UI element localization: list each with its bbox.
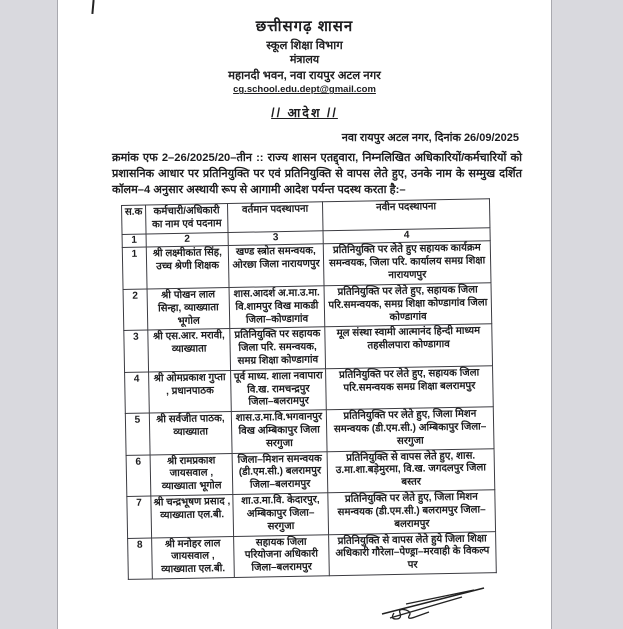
posting-table (121, 199, 497, 581)
order-body-paragraph: क्रमांक एफ 2–26/2025/20–तीन :: राज्य शासन एतद्द्वारा, निम्नलिखित अधिकारियों/कर्मचारियों को प्रशासनिक आधार पर प्रतिनियुक्ति पर एवं प्रतिनियुक्ति से वापस लेते हुए, उनके नाम के सम्मुख दर्शित कॉलम–4 अनुसार अस्थायी रूप से आगामी आदेश पर्यन्त पदस्थ करता है:– (112, 151, 522, 197)
paper-page (57, 0, 552, 629)
cell-sno: 6 (126, 455, 151, 497)
cell-name: श्री पोखन लाल सिन्हा, व्याख्याता भूगोल (147, 288, 230, 331)
table-row (122, 242, 491, 290)
table-row (127, 490, 496, 538)
cell-new: प्रतिनियुक्ति से वापस लेते हुए, शास. उ.मा.शा.बड़ेमुरमा, वि.ख. जगदलपुर जिला बस्तर (327, 449, 495, 493)
government-title: छत्तीसगढ़ शासन (255, 18, 354, 35)
table-row (128, 532, 497, 580)
header-new-posting: नवीन पदस्थापना (322, 199, 489, 231)
place-date-line: नवा रायपुर अटल नगर, दिनांक 26/09/2025 (341, 131, 519, 144)
cell-new: प्रतिनियुक्ति पर लेते हुए, जिला मिशन समन्वयक (डी.एम.सी.) बलरामपुर जिला–बलरामपुर (328, 490, 496, 534)
cell-current: शास.उ.मा.वि.भगवानपुर विख अम्बिकापुर जिला सरगुजा (231, 410, 327, 453)
colnum-1: 1 (122, 234, 146, 248)
table-row (125, 407, 494, 455)
cell-sno: 1 (122, 248, 147, 290)
department-name: स्कूल शिक्षा विभाग (266, 39, 343, 52)
table-row (126, 449, 495, 497)
table-row (125, 366, 494, 414)
colnum-2: 2 (146, 233, 228, 248)
order-heading: // आदेश // (271, 106, 338, 121)
cell-current: जिला–मिशन समन्वयक (डी.एम.सी.) बलरामपुर जिला–बलरामपुर (232, 452, 328, 495)
cell-sno: 5 (125, 414, 150, 456)
cell-current: पूर्व माध्य. शाला नवापारा वि.ख. रामचन्द्रपुर जिला–बलरामपुर (231, 369, 327, 412)
cell-sno: 7 (127, 497, 152, 539)
cell-name: श्री मनोहर लाल जायसवाल , व्याख्याता एल.बी. (152, 536, 235, 579)
cell-sno: 3 (124, 331, 149, 373)
header-current-posting: वर्तमान पदस्थापना (227, 202, 323, 232)
cell-new: प्रतिनियुक्ति पर लेते हुए सहायक कार्यक्रम समन्वयक, जिला परि. कार्यालय समग्र शिक्षा नारायणपुर (323, 242, 491, 286)
cell-sno: 8 (128, 538, 153, 580)
office-address: महानदी भवन, नवा रायपुर अटल नगर (228, 69, 381, 82)
cell-name: श्री ओमप्रकाश गुप्ता , प्रधानपाठक (149, 371, 232, 414)
header-name: कर्मचारी/अधिकारी का नाम एवं पदनाम (146, 204, 229, 234)
table-row (123, 283, 492, 331)
cell-current: प्रतिनियुक्ति पर सहायक जिला परि. समन्वयक, समग्र शिक्षा कोण्डागांव (230, 328, 326, 371)
email-address: cg.school.edu.dept@gmail.com (233, 84, 376, 96)
table-row (124, 324, 493, 372)
cell-name: श्री एस.आर. मरावी, व्याख्याता (148, 329, 231, 372)
signature-scribble (376, 580, 496, 624)
cell-new: प्रतिनियुक्ति से वापस लेते हुये जिला शिक्षा अधिकारी गौरेला–पेण्ड्रा–मरवाही के विकल्प पर (329, 532, 497, 576)
cell-sno: 2 (123, 289, 148, 331)
colnum-3: 3 (228, 231, 323, 247)
cell-new: मूल संस्था स्वामी आत्मानंद हिन्दी माध्यम तहसीलपारा कोण्डागाव (325, 324, 493, 368)
header-sno: स.क (122, 206, 147, 235)
cell-current: शा.उ.मा.वि. केदारपुर, अम्बिकापुर जिला–सरगुजा (233, 493, 329, 536)
cell-name: श्री चन्द्रभूषण प्रसाद , व्याख्याता एल.बी. (151, 495, 234, 538)
ministry-name: मंत्रालय (289, 54, 320, 67)
posting-table-wrapper (121, 199, 498, 581)
cell-current: सहायक जिला परियोजना अधिकारी जिला–बलरामपुर (234, 535, 330, 578)
cell-name: श्री सर्वजीत पाठक, व्याख्याता (149, 412, 232, 455)
cell-new: प्रतिनियुक्ति पर लेते हुए, जिला मिशन समन्वयक (डी.एम.सी.) अम्बिकापुर जिला–सरगुजा (326, 407, 494, 451)
cell-name: श्री रामप्रकाश जायसवाल , व्याख्याता भूगोल (150, 454, 233, 497)
cell-name: श्री लक्ष्मीकांत सिंह, उच्च श्रेणी शिक्षक (146, 246, 229, 289)
cell-current: खण्ड स्त्रोत समन्वयक, ओरछा जिला नारायणपुर (228, 245, 324, 288)
letterhead (58, 0, 551, 122)
cell-current: शास.आदर्श अ.मा.उ.मा. वि.शामपुर विख माकडी जिला–कोण्डागांव (229, 286, 325, 329)
colnum-4: 4 (323, 228, 490, 245)
cell-new: प्रतिनियुक्ति पर लेते हुए, सहायक जिला परि.समन्वयक समग्र शिक्षा बलरामपुर (326, 366, 494, 410)
cell-sno: 4 (125, 372, 150, 414)
cell-new: प्रतिनियुक्ति पर लेते हुए, सहायक जिला परि.समन्वयक, समग्र शिक्षा कोण्डागांव जिला कोण्डागांव (324, 283, 492, 327)
